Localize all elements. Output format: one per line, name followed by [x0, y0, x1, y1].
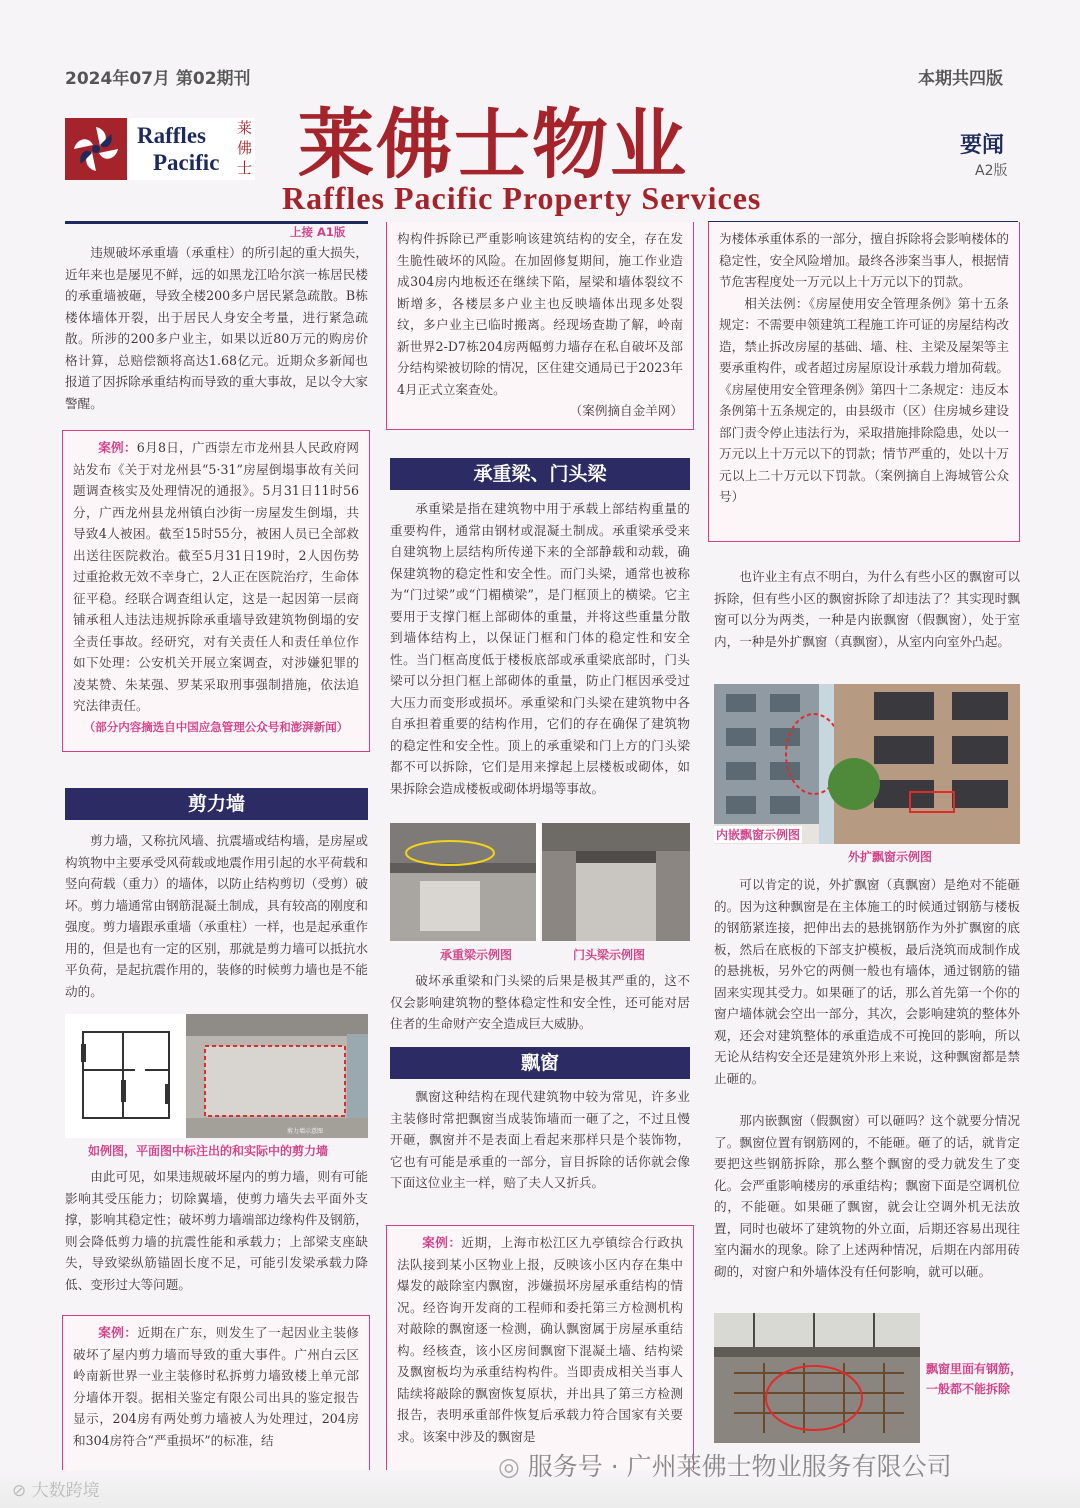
outer-bay-caption: 外扩飘窗示例图 [848, 850, 933, 864]
edition-count: 本期共四版 [918, 69, 1003, 89]
door-beam-caption: 门头梁示例图 [573, 948, 646, 962]
company-logo [65, 118, 255, 180]
logo-text-en-1: Raffles [137, 123, 206, 148]
heading-load-beam: 承重梁、门头梁 [390, 458, 690, 490]
case-box-4 [708, 222, 1020, 542]
masthead-title: 莱佛士物业 [298, 100, 688, 189]
watermark-icon: ⊘ [12, 1481, 32, 1501]
shear-wall-text-2: 由此可见，如果违规破坏屋内的剪力墙，则有可能影响其受压能力；切除翼墙，使剪力墙失去平面外支撑，影响其稳定性；破坏剪力墙端部边缘构件及钢筋，则会降低剪力墙的抗震性能和承载力；上部梁支座缺失，导致梁纵筋锚固长度不足，可能引发梁承载力降低、变形过大等问题。 [65, 1169, 368, 1292]
shear-wall-text: 剪力墙，又称抗风墙、抗震墙或结构墙，是房屋或构筑物中主要承受风荷载或地震作用引起的水平荷载和竖向荷载（重力）的墙体，以防止结构剪切（受剪）破坏。剪力墙通常由钢筋混凝土制成，具有较高的刚度和强度。剪力墙跟承重墙（承重柱）一样，也是起承重作用的，但是也有一定的区别，那就是剪力墙可以抵抗水平负荷，是起抗震作用的，装修的时候剪力墙也是不能动的。 [65, 833, 368, 999]
rebar-note-2: 一般都不能拆除 [926, 1382, 1011, 1396]
case-box-3 [386, 1225, 694, 1475]
bay-window-text: 飘窗这种结构在现代建筑物中较为常见，许多业主装修时常把飘窗当成装饰墙而一砸了之，不过且慢开砸，飘窗并不是表面上看起来那样只是个装饰物，它也有可能是承重的一部分，盲目拆除的话你就会像下面这位业主一样，赔了夫人又折兵。 [390, 1089, 690, 1190]
beam-figure [390, 823, 690, 941]
case-box-1 [62, 430, 370, 752]
shear-wall-caption: 如例图，平面图中标注出的和实际中的剪力墙 [88, 1144, 329, 1158]
logo-emblem-icon [65, 118, 127, 180]
continued-note: 上接 A1版 [290, 225, 346, 239]
case2-label: 案例： [98, 1325, 138, 1340]
inner-bay-text: 那内嵌飘窗（假飘窗）可以砸吗？这个就要分情况了。飘窗位置有钢筋网的，不能砸。砸了的话，就肯定要把这些钢筋拆除，那么整个飘窗的受力就发生了变化。会严重影响楼房的承重结构；飘窗下面是空调机位的，不能砸。如果砸了飘窗，就会让空调外机无法放置，同时也破坏了建筑物的外立面，后期还容易出现往室内漏水的现象。除了上述两种情况，后期在内部用砖砌的，对窗户和外墙体没有任何影响，就可以砸。 [714, 1113, 1020, 1279]
section-label: 要闻 [960, 133, 1005, 158]
heading-shear-wall: 剪力墙 [65, 788, 368, 820]
case-label: 案例： [98, 440, 137, 455]
wechat-account[interactable] [498, 1447, 952, 1483]
page-label: A2版 [975, 163, 1008, 179]
heading-bay-window: 飘窗 [390, 1047, 690, 1079]
case-source: （部分内容摘选自中国应急管理公众号和澎湃新闻） [83, 719, 349, 734]
floor-plan-icon [65, 1014, 368, 1138]
col1-intro: 违规破坏承重墙（承重柱）的所引起的重大损失，近年来也是屡见不鲜，远的如黑龙江哈尔滨一栋居民楼的承重墙被砸，导致全楼200多户居民紧急疏散。B栋楼体墙体开裂，出于居民人身安全考量，进行紧急疏散。所涉的200多户业主，如果以近80万元的购房价格计算，总赔偿额将高达1.68亿元。近期众多新闻也报道了因拆除承重结构而导致的重大事故，足以令大家警醒。 [65, 245, 368, 411]
shear-wall-figure [65, 1014, 368, 1138]
rebar-photo-icon [714, 1313, 920, 1443]
case3-text: 近期，上海市松江区九亭镇综合行政执法队接到某小区物业上报，反映该小区内存在集中爆发的敲除室内飘窗，涉嫌损坏房屋承重结构的情况。经咨询开发商的工程师和委托第三方检测机构对敲除的飘窗逐一检测，确认飘窗属于房屋承重结构。经核查，该小区房间飘窗下混凝土墙、结构梁及飘窗板均为承重结构构件。当即责成相关当事人陆续将敲除的飘窗恢复原状，并出具了第三方检测报告，表明承重部件恢复后承载力符合国家有关要求。该案中涉及的飘窗是 [397, 1235, 684, 1444]
case-box-1-text [73, 437, 359, 717]
beam-caption: 承重梁示例图 [440, 948, 513, 962]
beam-text: 承重梁是指在建筑物中用于承载上部结构重量的重要构件，通常由钢材或混凝土制成。承重梁承受来自建筑物上层结构所传递下来的全部静载和动载，确保建筑物的稳定性和安全性。而门头梁，通常也被称为“门过梁”或“门楣横梁”，是门框顶上的横梁。它主要用于支撑门框上部砌体的重量，并将这些重量分散到墙体结构上，以保证门框和门体的稳定性和安全性。当门框高度低于楼板底部或承重梁底部时，门头梁可以分担门框上部砌体的重量，防止门框因承受过大压力而变形或损坏。承重梁和门头梁在建筑物中各自承担着重要的结构作用，它们的存在确保了建筑物的稳定性和安全性。顶上的承重梁和门上方的门头梁都不可以拆除，它们是用来撑起上层楼板或砌体，如果拆除会造成楼板或砌体坍塌等事故。 [390, 501, 690, 796]
col2-top-text: 构构件拆除已严重影响该建筑结构的安全，存在发生脆性破坏的风险。在加固修复期间，施工作业造成304房内地板还在继续下陷，屋梁和墙体裂纹不断增多，各楼层多户业主也反映墙体出现多处裂纹，多户业主已临时搬离。经现场查勘了解，岭南新世界2-D7栋204房两幅剪力墙存在私自破坏及部分结构梁被切除的情况，区住建交通局已于2023年4月正式立案查处。 [397, 231, 683, 397]
case-box-2-text [73, 1322, 359, 1451]
masthead-subtitle: Raffles Pacific Property Services [282, 180, 762, 216]
watermark [12, 1476, 100, 1501]
wechat-icon: ◎ [498, 1452, 528, 1481]
bay-types-text: 也许业主有点不明白，为什么有些小区的飘窗可以拆除，但有些小区的飘窗拆除了却违法了？其实现时飘窗可以分为两类，一种是内嵌飘窗（假飘窗），处于室内，一种是外扩飘窗（真飘窗），从室内向室外凸起。 [714, 569, 1020, 649]
beam-text-2: 破坏承重梁和门头梁的后果是极其严重的，这不仅会影响建筑物的整体稳定性和安全性，还可能对居住者的生命财产安全造成巨大威胁。 [390, 973, 690, 1031]
building-photo-icon [714, 684, 1020, 844]
case3-label: 案例： [422, 1235, 462, 1250]
case-text: 6月8日，广西崇左市龙州县人民政府网站发布《关于对龙州县“5·31”房屋倒塌事故有关问题调查核实及处理情况的通报》。5月31日11时56分，广西龙州县龙州镇白沙街一房屋发生倒塌，共导致4人被困。截至15时55分，被困人员已全部救出送往医院救治。截至5月31日19时，2人因伤势过重抢救无效不幸身亡，2人正在医院治疗，生命体征平稳。经联合调查组认定，这是一起因第一层商铺承租人违法违规拆除承重墙导致建筑物倒塌的安全责任事故。经研究，对有关责任人和责任单位作如下处理：公安机关开展立案调查，对涉嫌犯罪的凌某赞、朱某强、罗某采取刑事强制措施，依法追究法律责任。 [73, 440, 359, 713]
watermark-text: 大数跨境 [31, 1481, 100, 1501]
issue-date: 2024年07月 第02期刊 [65, 69, 251, 89]
rebar-figure [714, 1313, 920, 1443]
shear-fig-label: 剪力墙示意图 [287, 1128, 324, 1135]
col2-top-source: （案例摘自金羊网） [569, 403, 683, 418]
case-box-2 [62, 1315, 370, 1475]
wechat-account-text: 服务号 · 广州莱佛士物业服务有限公司 [527, 1452, 952, 1481]
case-box-3-text [397, 1232, 683, 1447]
inner-bay-caption: 内嵌飘窗示例图 [716, 828, 801, 842]
case-box-continued [386, 222, 694, 430]
outer-bay-text: 可以肯定的说，外扩飘窗（真飘窗）是绝对不能砸的。因为这种飘窗是在主体施工的时候通过钢筋与楼板的钢筋紧连接，把伸出去的悬挑钢筋作为外扩飘窗的底板，然后在底板的下部支护模板，最后浇筑而成制作成的悬挑板，另外它的两侧一般也有墙体，通过钢筋的锚固来实现其受力。如果砸了的话，那么首先第一个你的窗户墙体就会空出一部分，其次，会影响建筑的整体外观，还会对建筑整体的承重造成不可挽回的影响，所以无论从结构安全还是建筑外形上来说，这种飘窗都是禁止砸的。 [714, 877, 1020, 1086]
col3-top-text: 为楼体承重体系的一部分，擅自拆除将会影响楼体的稳定性，安全风险增加。最终各涉案当事人，根据情节危害程度处一万元以上十万元以下的罚款。 [719, 231, 1009, 289]
logo-text-cn: 莱佛士 [237, 119, 253, 177]
rebar-note-1: 飘窗里面有钢筋， [926, 1362, 1023, 1376]
bay-window-figure [714, 684, 1020, 844]
law-text: 相关法例：《房屋使用安全管理条例》第十五条规定：不需要申领建筑工程施工许可证的房屋结构改造，禁止拆改房屋的基础、墙、柱、主梁及屋架等主要承重构件，或者超过房屋原设计承载力增加荷载。《房屋使用安全管理条例》第四十二条规定：违反本条例第十五条规定的，由县级市（区）住房城乡建设部门责令停止违法行为，采取措施排除隐患，处以一万元以上十万元以下的罚款；情节严重的，处以十万元以上二十万元以下罚款。（案例摘自上海城管公众号） [719, 295, 1009, 504]
beam-photo-icon [390, 823, 690, 941]
case2-text: 近期在广东，则发生了一起因业主装修破坏了屋内剪力墙而导致的重大事件。广州白云区岭南新世界一业主装修时私拆剪力墙致楼上单元部分墙体开裂。据相关鉴定有限公司出具的鉴定报告显示，204房有两处剪力墙被人为处理过，204房和304房符合“严重损坏”的标准，结 [73, 1325, 360, 1448]
logo-text-en-2: Pacific [153, 150, 220, 175]
